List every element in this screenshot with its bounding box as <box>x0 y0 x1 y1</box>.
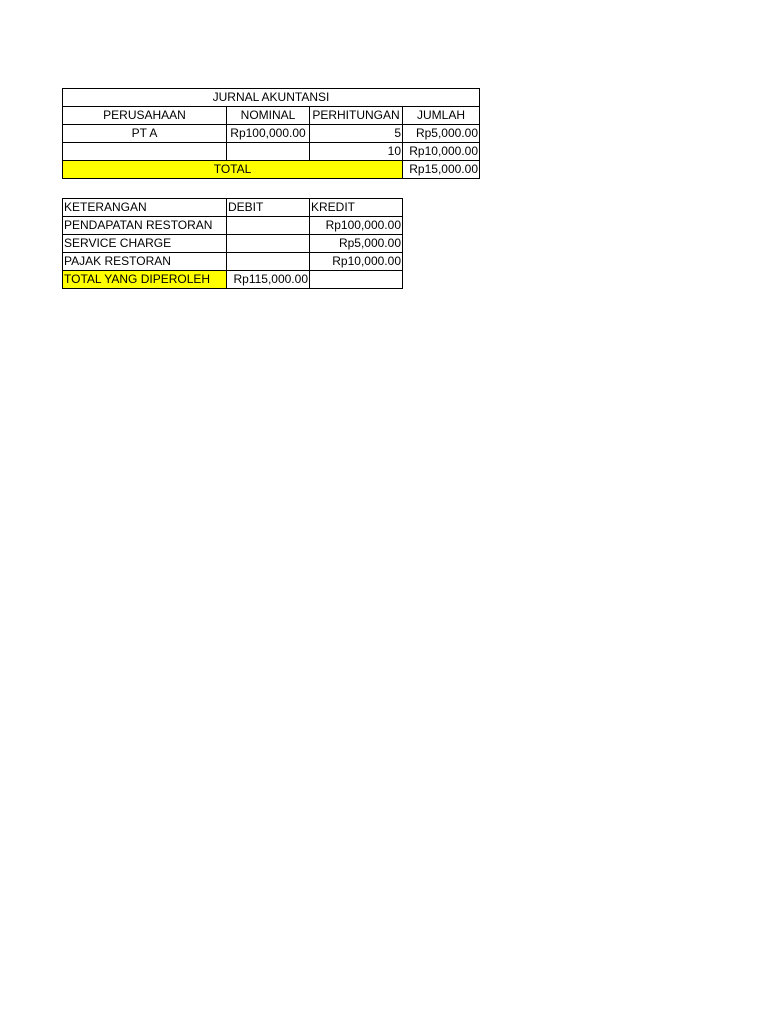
cell-debit[interactable] <box>227 235 310 253</box>
cell-debit[interactable] <box>227 217 310 235</box>
cell-keterangan[interactable]: PENDAPATAN RESTORAN <box>63 217 227 235</box>
ledger-total-debit[interactable]: Rp115,000.00 <box>227 271 310 289</box>
journal-total-label[interactable]: TOTAL <box>63 161 403 179</box>
journal-total-value[interactable]: Rp15,000.00 <box>403 161 480 179</box>
ledger-total-kredit[interactable] <box>310 271 403 289</box>
header-jumlah[interactable]: JUMLAH <box>403 107 480 125</box>
cell-debit[interactable] <box>227 253 310 271</box>
table-row <box>63 217 403 235</box>
cell-perusahaan[interactable]: PT A <box>63 125 227 143</box>
header-nominal[interactable]: NOMINAL <box>227 107 310 125</box>
journal-title-row <box>63 89 480 107</box>
journal-title[interactable]: JURNAL AKUNTANSI <box>63 89 480 107</box>
header-kredit[interactable]: KREDIT <box>310 199 403 217</box>
journal-table <box>62 88 480 179</box>
header-keterangan[interactable]: KETERANGAN <box>63 199 227 217</box>
cell-jumlah[interactable]: Rp10,000.00 <box>403 143 480 161</box>
cell-kredit[interactable]: Rp5,000.00 <box>310 235 403 253</box>
cell-keterangan[interactable]: PAJAK RESTORAN <box>63 253 227 271</box>
cell-perhitungan[interactable]: 5 <box>310 125 403 143</box>
cell-perusahaan[interactable] <box>63 143 227 161</box>
cell-kredit[interactable]: Rp10,000.00 <box>310 253 403 271</box>
ledger-table <box>62 198 403 289</box>
cell-kredit[interactable]: Rp100,000.00 <box>310 217 403 235</box>
cell-nominal[interactable]: Rp100,000.00 <box>227 125 310 143</box>
ledger-total-label[interactable]: TOTAL YANG DIPEROLEH <box>63 271 227 289</box>
table-row <box>63 235 403 253</box>
header-perhitungan[interactable]: PERHITUNGAN <box>310 107 403 125</box>
table-row <box>63 125 480 143</box>
header-perusahaan[interactable]: PERUSAHAAN <box>63 107 227 125</box>
table-row <box>63 143 480 161</box>
cell-keterangan[interactable]: SERVICE CHARGE <box>63 235 227 253</box>
header-debit[interactable]: DEBIT <box>227 199 310 217</box>
journal-total-row <box>63 161 480 179</box>
ledger-total-row <box>63 271 403 289</box>
cell-perhitungan[interactable]: 10 <box>310 143 403 161</box>
cell-jumlah[interactable]: Rp5,000.00 <box>403 125 480 143</box>
cell-nominal[interactable] <box>227 143 310 161</box>
journal-header-row <box>63 107 480 125</box>
table-row <box>63 253 403 271</box>
ledger-header-row <box>63 199 403 217</box>
